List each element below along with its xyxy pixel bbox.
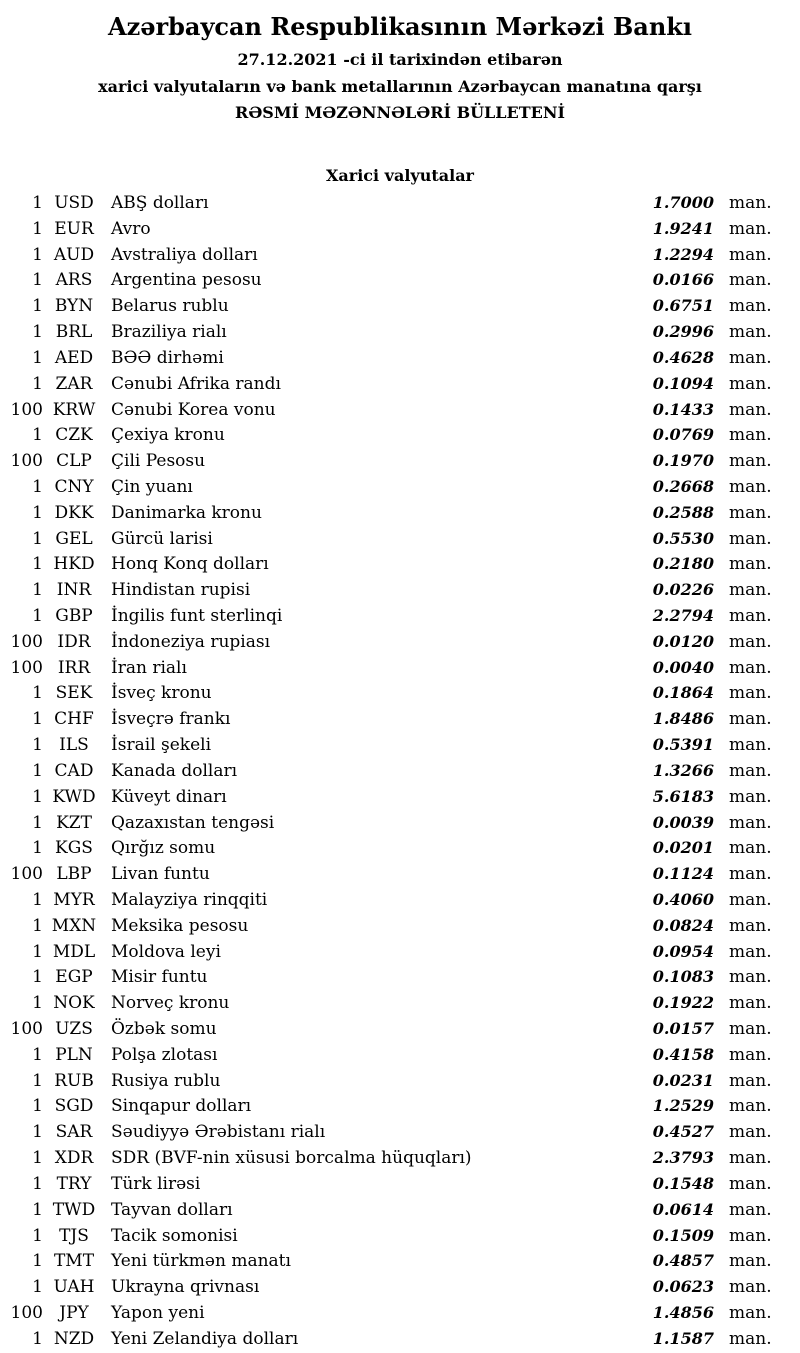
- table-row: [0, 913, 800, 939]
- currency-quantity: 1: [32, 528, 43, 549]
- currency-code: TJS: [59, 1225, 89, 1246]
- currency-unit-label: man.: [729, 425, 772, 446]
- currency-quantity: 100: [10, 1019, 43, 1039]
- currency-rate: 0.1094: [652, 373, 714, 393]
- currency-code: AUD: [53, 244, 95, 265]
- currency-quantity: 1: [32, 1328, 43, 1349]
- currency-name: Tacik somonisi: [111, 1225, 238, 1246]
- currency-rate: 0.5391: [652, 735, 714, 755]
- currency-unit-label: man.: [729, 760, 772, 781]
- currency-unit-label: man.: [729, 709, 772, 730]
- currency-name: ABŞ dolları: [111, 193, 209, 213]
- currency-quantity: 1: [32, 735, 43, 756]
- currency-name: Yeni türkmən manatı: [111, 1251, 291, 1272]
- table-row: [0, 242, 800, 268]
- currency-code: UAH: [53, 1277, 95, 1298]
- currency-quantity: 1: [32, 1148, 43, 1169]
- currency-code: GEL: [55, 528, 93, 549]
- currency-unit-label: man.: [729, 554, 772, 575]
- currency-code: IRR: [57, 657, 91, 678]
- currency-name: Avstraliya dolları: [111, 244, 258, 265]
- currency-unit-label: man.: [729, 528, 772, 549]
- currency-rate: 1.7000: [652, 193, 714, 212]
- currency-name: İsveç kronu: [111, 683, 212, 704]
- currency-rate: 0.1083: [652, 967, 714, 987]
- currency-name: Argentina pesosu: [111, 270, 262, 291]
- currency-name: Sinqapur dolları: [111, 1096, 252, 1117]
- currency-unit-label: man.: [729, 1302, 772, 1323]
- currency-code: TRY: [56, 1173, 92, 1194]
- currency-quantity: 1: [32, 967, 43, 988]
- currency-unit-label: man.: [729, 735, 772, 756]
- currency-name: Avro: [111, 218, 151, 239]
- currency-unit-label: man.: [729, 786, 772, 807]
- currency-code: CHF: [54, 709, 94, 730]
- currency-quantity: 1: [32, 373, 43, 394]
- currency-quantity: 1: [32, 218, 43, 239]
- bulletin-title: RƏSMİ MƏZƏNNƏLƏRİ BÜLLETENİ: [235, 103, 565, 122]
- currency-code: RUB: [54, 1070, 94, 1091]
- table-row: [0, 835, 800, 861]
- currency-code: INR: [56, 580, 92, 601]
- currency-name: Moldova leyi: [111, 941, 221, 962]
- currency-name: Küveyt dinarı: [111, 786, 227, 807]
- table-row: [0, 603, 800, 629]
- currency-quantity: 1: [32, 502, 43, 523]
- currency-rate: 0.0226: [652, 580, 714, 600]
- currency-code: MXN: [51, 915, 97, 936]
- currency-name: Cənubi Afrika randı: [111, 373, 281, 394]
- currency-rate: 0.0824: [652, 915, 714, 935]
- currency-quantity: 1: [32, 709, 43, 730]
- currency-rate: 0.1970: [652, 451, 714, 471]
- table-row: [0, 706, 800, 732]
- table-row: [0, 1326, 800, 1352]
- currency-rate: 0.0231: [652, 1070, 714, 1090]
- currency-name: Norveç kronu: [111, 993, 230, 1014]
- currency-name: Braziliya rialı: [111, 322, 227, 343]
- subject-line: xarici valyutaların və bank metallarının Azərbaycan manatına qarşı: [98, 77, 702, 96]
- currency-code: LBP: [56, 864, 92, 885]
- currency-code: DKK: [54, 502, 94, 523]
- currency-unit-label: man.: [729, 657, 772, 678]
- currency-name: İran rialı: [111, 657, 187, 678]
- table-row: [0, 655, 800, 681]
- table-row: [0, 577, 800, 603]
- table-row: [0, 1119, 800, 1145]
- currency-rate: 0.4628: [652, 347, 714, 367]
- table-row: [0, 216, 800, 242]
- currency-quantity: 100: [10, 451, 43, 472]
- currency-unit-label: man.: [729, 683, 772, 704]
- currency-quantity: 1: [32, 915, 43, 936]
- currency-quantity: 1: [32, 786, 43, 807]
- currency-code: IDR: [57, 631, 91, 652]
- section-title-foreign-currencies: Xarici valyutalar: [326, 166, 474, 185]
- currency-rate: 0.1433: [652, 399, 714, 419]
- table-row: [0, 551, 800, 577]
- currency-unit-label: man.: [729, 580, 772, 601]
- currency-code: CNY: [54, 476, 94, 497]
- currency-name: Rusiya rublu: [111, 1070, 221, 1091]
- currency-unit-label: man.: [729, 373, 772, 394]
- table-row: [0, 1016, 800, 1042]
- currency-unit-label: man.: [729, 218, 772, 239]
- currency-name: Cənubi Korea vonu: [111, 399, 276, 420]
- currency-name: Polşa zlotası: [111, 1044, 218, 1065]
- table-row: [0, 1145, 800, 1171]
- currency-quantity: 1: [32, 554, 43, 575]
- currency-unit-label: man.: [729, 1173, 772, 1194]
- table-row: [0, 1042, 800, 1068]
- currency-name: Hindistan rupisi: [111, 580, 251, 601]
- table-row: [0, 964, 800, 990]
- currency-name: Kanada dolları: [111, 760, 238, 781]
- currency-unit-label: man.: [729, 244, 772, 265]
- currency-rate: 1.2529: [652, 1096, 714, 1116]
- currency-code: UZS: [55, 1019, 93, 1039]
- currency-rate: 0.1509: [652, 1225, 714, 1245]
- currency-quantity: 1: [32, 1199, 43, 1220]
- currency-quantity: 1: [32, 812, 43, 833]
- currency-quantity: 100: [10, 864, 43, 885]
- currency-unit-label: man.: [729, 889, 772, 910]
- currency-name: Misir funtu: [111, 967, 208, 988]
- rates-table: [0, 190, 800, 1352]
- currency-name: Qırğız somu: [111, 838, 216, 859]
- currency-quantity: 1: [32, 1251, 43, 1272]
- currency-code: PLN: [55, 1044, 93, 1065]
- currency-quantity: 1: [32, 244, 43, 265]
- table-row: [0, 1093, 800, 1119]
- table-row: [0, 939, 800, 965]
- currency-unit-label: man.: [729, 941, 772, 962]
- currency-rate: 0.1124: [652, 864, 714, 884]
- table-row: [0, 448, 800, 474]
- currency-name: Çexiya kronu: [111, 425, 225, 446]
- currency-name: İsrail şekeli: [111, 735, 211, 756]
- table-row: [0, 810, 800, 836]
- currency-unit-label: man.: [729, 631, 772, 652]
- currency-unit-label: man.: [729, 606, 772, 626]
- currency-code: KWD: [52, 786, 96, 807]
- currency-code: KRW: [52, 399, 96, 420]
- currency-name: SDR (BVF-nin xüsusi borcalma hüquqları): [111, 1148, 472, 1169]
- currency-unit-label: man.: [729, 399, 772, 420]
- currency-name: İngilis funt sterlinqi: [111, 606, 283, 626]
- currency-name: Meksika pesosu: [111, 915, 249, 936]
- table-row: [0, 1300, 800, 1326]
- currency-name: Çin yuanı: [111, 476, 193, 497]
- currency-code: CZK: [55, 425, 93, 446]
- currency-code: TWD: [52, 1199, 96, 1220]
- currency-code: KGS: [55, 838, 93, 859]
- currency-rate: 1.3266: [652, 760, 714, 780]
- currency-unit-label: man.: [729, 1148, 772, 1169]
- currency-name: Qazaxıstan tengəsi: [111, 812, 275, 833]
- currency-rate: 0.0166: [652, 270, 714, 290]
- currency-code: HKD: [53, 554, 95, 575]
- currency-rate: 1.2294: [652, 244, 714, 264]
- currency-code: ZAR: [55, 373, 93, 394]
- currency-rate: 0.0120: [652, 631, 714, 651]
- table-row: [0, 861, 800, 887]
- table-row: [0, 267, 800, 293]
- currency-code: TMT: [53, 1251, 95, 1272]
- currency-quantity: 1: [32, 941, 43, 962]
- table-row: [0, 474, 800, 500]
- currency-unit-label: man.: [729, 812, 772, 833]
- currency-rate: 0.0201: [652, 838, 714, 858]
- currency-rate: 0.1922: [652, 993, 714, 1013]
- currency-unit-label: man.: [729, 1328, 772, 1349]
- currency-rate: 0.4527: [652, 1122, 714, 1142]
- currency-quantity: 1: [32, 606, 43, 626]
- currency-code: XDR: [54, 1148, 94, 1169]
- currency-quantity: 1: [32, 683, 43, 704]
- bank-title: Azərbaycan Respublikasının Mərkəzi Bankı: [107, 12, 693, 41]
- currency-unit-label: man.: [729, 1122, 772, 1143]
- currency-code: SGD: [54, 1096, 94, 1117]
- currency-code: CLP: [56, 451, 92, 472]
- currency-name: BƏƏ dirhəmi: [111, 347, 224, 368]
- currency-rate: 2.3793: [652, 1148, 714, 1168]
- currency-quantity: 1: [32, 193, 43, 213]
- table-row: [0, 990, 800, 1016]
- currency-name: Səudiyyə Ərəbistanı rialı: [111, 1122, 326, 1143]
- currency-code: USD: [54, 193, 94, 213]
- currency-rate: 0.6751: [652, 296, 714, 316]
- table-row: [0, 293, 800, 319]
- table-row: [0, 1248, 800, 1274]
- currency-quantity: 1: [32, 993, 43, 1014]
- table-row: [0, 887, 800, 913]
- currency-unit-label: man.: [729, 967, 772, 988]
- currency-rate: 0.0039: [652, 812, 714, 832]
- currency-name: Danimarka kronu: [111, 502, 262, 523]
- currency-name: Livan funtu: [111, 864, 210, 885]
- table-row: [0, 784, 800, 810]
- currency-code: SEK: [55, 683, 93, 704]
- currency-unit-label: man.: [729, 1096, 772, 1117]
- currency-quantity: 1: [32, 476, 43, 497]
- table-row: [0, 319, 800, 345]
- currency-name: Yapon yeni: [111, 1302, 205, 1323]
- currency-rate: 0.2996: [652, 322, 714, 342]
- currency-rate: 0.4857: [652, 1251, 714, 1271]
- table-row: [0, 758, 800, 784]
- currency-rate: 0.0157: [652, 1019, 714, 1038]
- table-row: [0, 1197, 800, 1223]
- currency-name: Yeni Zelandiya dolları: [111, 1328, 299, 1349]
- currency-code: NOK: [53, 993, 95, 1014]
- currency-code: AED: [54, 347, 94, 368]
- currency-code: GBP: [55, 606, 93, 626]
- currency-rate: 0.0954: [652, 941, 714, 961]
- table-row: [0, 422, 800, 448]
- currency-code: EUR: [54, 218, 94, 239]
- currency-unit-label: man.: [729, 322, 772, 343]
- currency-code: EGP: [55, 967, 93, 988]
- currency-quantity: 1: [32, 580, 43, 601]
- currency-unit-label: man.: [729, 838, 772, 859]
- currency-code: MYR: [53, 889, 95, 910]
- table-row: [0, 397, 800, 423]
- currency-code: NZD: [53, 1328, 95, 1349]
- table-row: [0, 190, 800, 216]
- currency-quantity: 1: [32, 1173, 43, 1194]
- currency-rate: 1.9241: [652, 218, 714, 238]
- currency-unit-label: man.: [729, 451, 772, 472]
- currency-rate: 0.5530: [652, 528, 714, 548]
- currency-quantity: 1: [32, 425, 43, 446]
- currency-unit-label: man.: [729, 347, 772, 368]
- currency-name: İsveçrə frankı: [111, 709, 231, 730]
- table-row: [0, 732, 800, 758]
- table-row: [0, 1171, 800, 1197]
- table-row: [0, 345, 800, 371]
- currency-quantity: 1: [32, 1277, 43, 1298]
- currency-quantity: 1: [32, 760, 43, 781]
- currency-name: Gürcü larisi: [111, 528, 213, 549]
- effective-date-line: 27.12.2021 -ci il tarixindən etibarən: [237, 50, 563, 69]
- currency-quantity: 1: [32, 270, 43, 291]
- currency-rate: 0.0614: [652, 1199, 714, 1219]
- currency-name: İndoneziya rupiası: [111, 631, 271, 652]
- currency-quantity: 100: [10, 631, 43, 652]
- currency-quantity: 1: [32, 1122, 43, 1143]
- currency-unit-label: man.: [729, 1019, 772, 1039]
- currency-unit-label: man.: [729, 476, 772, 497]
- currency-unit-label: man.: [729, 1225, 772, 1246]
- currency-name: Çili Pesosu: [111, 451, 206, 472]
- currency-quantity: 1: [32, 1044, 43, 1065]
- currency-code: ARS: [55, 270, 93, 291]
- currency-rate: 0.2588: [652, 502, 714, 522]
- currency-unit-label: man.: [729, 270, 772, 291]
- currency-quantity: 100: [10, 399, 43, 420]
- currency-quantity: 1: [32, 347, 43, 368]
- currency-quantity: 1: [32, 1070, 43, 1091]
- table-row: [0, 629, 800, 655]
- currency-unit-label: man.: [729, 1070, 772, 1091]
- currency-quantity: 100: [10, 657, 43, 678]
- currency-unit-label: man.: [729, 1251, 772, 1272]
- currency-name: Tayvan dolları: [111, 1199, 233, 1220]
- currency-unit-label: man.: [729, 993, 772, 1014]
- currency-rate: 0.0769: [652, 425, 714, 445]
- currency-code: BRL: [55, 322, 93, 343]
- currency-code: ILS: [59, 735, 89, 756]
- currency-code: CAD: [54, 760, 94, 781]
- currency-rate: 2.2794: [652, 606, 714, 625]
- table-row: [0, 500, 800, 526]
- currency-code: JPY: [59, 1302, 89, 1323]
- currency-code: KZT: [56, 812, 92, 833]
- currency-rate: 0.1548: [652, 1173, 714, 1193]
- currency-name: Türk lirəsi: [111, 1173, 201, 1194]
- currency-unit-label: man.: [729, 296, 772, 317]
- table-row: [0, 1223, 800, 1249]
- currency-unit-label: man.: [729, 502, 772, 523]
- table-row: [0, 1068, 800, 1094]
- currency-quantity: 1: [32, 1225, 43, 1246]
- currency-rate: 1.4856: [652, 1302, 714, 1322]
- currency-rate: 0.1864: [652, 683, 714, 703]
- currency-rate: 0.2668: [652, 476, 714, 496]
- currency-rate: 5.6183: [652, 786, 714, 806]
- currency-code: MDL: [52, 941, 96, 962]
- currency-quantity: 1: [32, 296, 43, 317]
- currency-name: Özbək somu: [111, 1019, 217, 1039]
- currency-unit-label: man.: [729, 1277, 772, 1298]
- currency-unit-label: man.: [729, 864, 772, 885]
- currency-quantity: 100: [10, 1302, 43, 1323]
- currency-rate: 0.4060: [652, 889, 714, 909]
- currency-quantity: 1: [32, 322, 43, 343]
- currency-name: Honq Konq dolları: [111, 554, 269, 575]
- table-row: [0, 371, 800, 397]
- currency-code: BYN: [54, 296, 94, 317]
- currency-name: Malayziya rinqqiti: [111, 889, 268, 910]
- currency-rate: 0.0623: [652, 1277, 714, 1297]
- currency-unit-label: man.: [729, 915, 772, 936]
- currency-name: Ukrayna qrivnası: [111, 1277, 260, 1298]
- currency-rate: 1.1587: [652, 1328, 714, 1348]
- currency-unit-label: man.: [729, 1044, 772, 1065]
- currency-quantity: 1: [32, 838, 43, 859]
- currency-name: Belarus rublu: [111, 296, 229, 317]
- table-row: [0, 1274, 800, 1300]
- currency-quantity: 1: [32, 1096, 43, 1117]
- currency-rate: 0.0040: [652, 657, 714, 677]
- currency-unit-label: man.: [729, 193, 772, 213]
- table-row: [0, 680, 800, 706]
- currency-unit-label: man.: [729, 1199, 772, 1220]
- currency-quantity: 1: [32, 889, 43, 910]
- table-row: [0, 526, 800, 552]
- currency-rate: 0.4158: [652, 1044, 714, 1064]
- currency-code: SAR: [55, 1122, 93, 1143]
- currency-rate: 0.2180: [652, 554, 714, 574]
- currency-rate: 1.8486: [652, 709, 714, 729]
